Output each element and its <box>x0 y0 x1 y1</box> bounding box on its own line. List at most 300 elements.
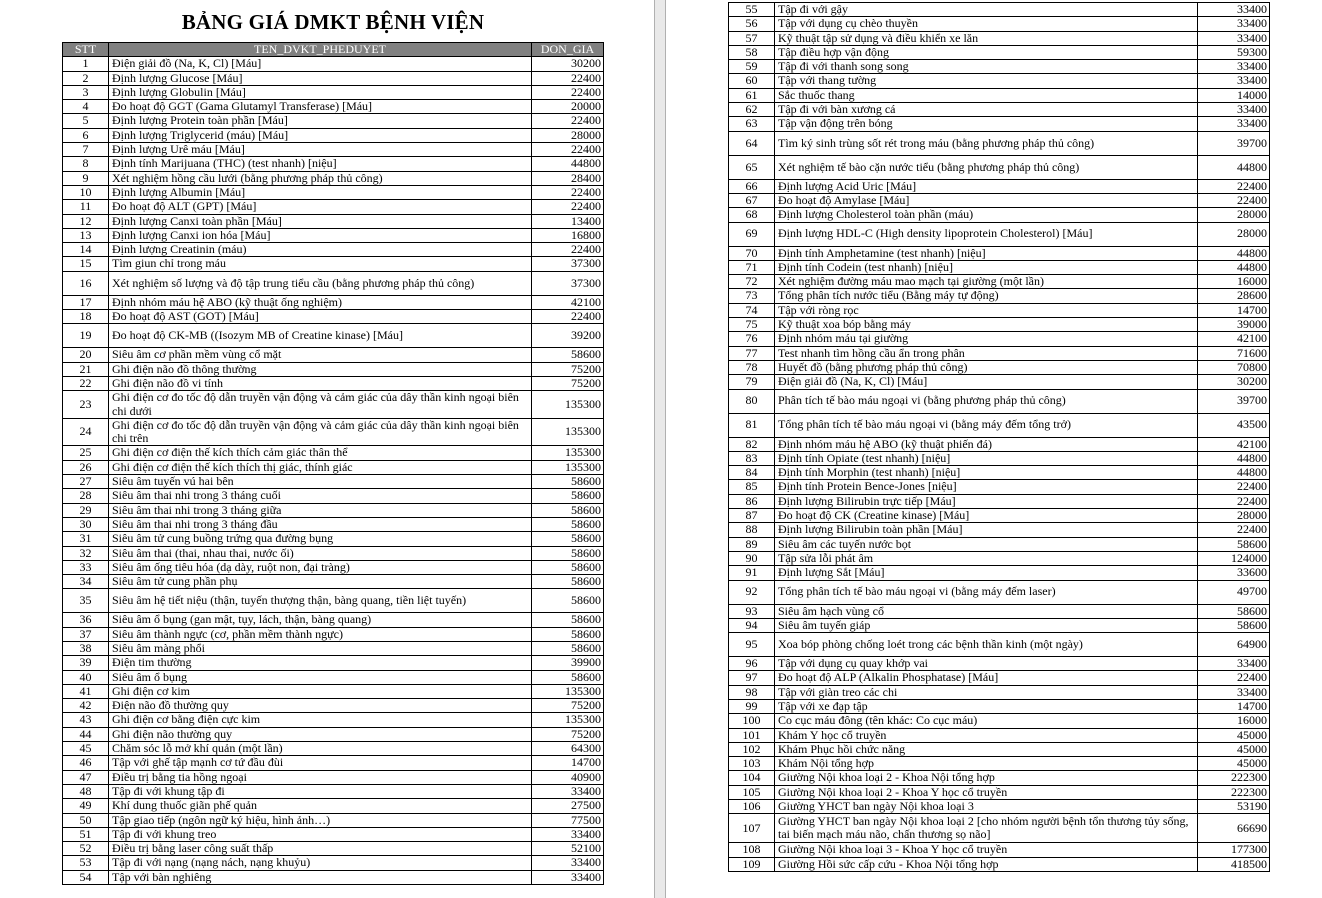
service-name-cell: Tìm ký sinh trùng sốt rét trong máu (bằng phương pháp thủ công) <box>775 131 1198 155</box>
table-row <box>729 857 1270 871</box>
stt-cell: 5 <box>63 114 109 128</box>
stt-cell: 74 <box>729 303 775 317</box>
price-cell: 58600 <box>1198 618 1270 632</box>
service-name-cell: Tập giao tiếp (ngôn ngữ ký hiệu, hình ảnh…) <box>109 813 532 827</box>
service-name-cell: Tập với giàn treo các chi <box>775 685 1198 699</box>
stt-cell: 93 <box>729 604 775 618</box>
service-name-cell: Siêu âm thai (thai, nhau thai, nước ối) <box>109 546 532 560</box>
stt-cell: 62 <box>729 103 775 117</box>
service-name-cell: Tập đi với thanh song song <box>775 60 1198 74</box>
stt-cell: 51 <box>63 827 109 841</box>
table-row <box>729 260 1270 274</box>
stt-cell: 68 <box>729 208 775 222</box>
table-row <box>729 246 1270 260</box>
table-row <box>63 575 604 589</box>
page-divider <box>654 0 666 898</box>
stt-cell: 17 <box>63 295 109 309</box>
service-name-cell: Đo hoạt độ ALP (Alkalin Phosphatase) [Máu] <box>775 671 1198 685</box>
price-cell: 66690 <box>1198 814 1270 843</box>
price-cell: 58600 <box>532 613 604 627</box>
service-name-cell: Co cục máu đông (tên khác: Co cục máu) <box>775 714 1198 728</box>
price-table-left <box>62 42 604 885</box>
price-cell: 33400 <box>1198 17 1270 31</box>
stt-cell: 10 <box>63 185 109 199</box>
header-price: DON_GIA <box>532 43 604 57</box>
price-cell: 16000 <box>1198 275 1270 289</box>
service-name-cell: Ghi điện cơ bằng điện cực kim <box>109 713 532 727</box>
price-cell: 44800 <box>1198 155 1270 179</box>
table-row <box>729 699 1270 713</box>
table-header-row <box>63 43 604 57</box>
price-cell: 39000 <box>1198 318 1270 332</box>
table-row <box>729 60 1270 74</box>
price-cell: 22400 <box>532 243 604 257</box>
table-row <box>63 532 604 546</box>
service-name-cell: Ghi điện cơ điện thế kích thích cảm giác thân thể <box>109 446 532 460</box>
price-cell: 39700 <box>1198 389 1270 413</box>
price-cell: 22400 <box>1198 179 1270 193</box>
table-row <box>729 633 1270 657</box>
stt-cell: 49 <box>63 799 109 813</box>
price-cell: 43500 <box>1198 413 1270 437</box>
service-name-cell: Điện não đồ thường quy <box>109 699 532 713</box>
stt-cell: 11 <box>63 200 109 214</box>
service-name-cell: Khí dung thuốc giãn phế quản <box>109 799 532 813</box>
service-name-cell: Giường Hồi sức cấp cứu - Khoa Nội tổng hợp <box>775 857 1198 871</box>
table-row <box>729 31 1270 45</box>
service-name-cell: Điện tim thường <box>109 656 532 670</box>
stt-cell: 20 <box>63 348 109 362</box>
table-row <box>729 193 1270 207</box>
price-cell: 28000 <box>1198 208 1270 222</box>
table-row <box>729 742 1270 756</box>
stt-cell: 13 <box>63 228 109 242</box>
table-row <box>729 604 1270 618</box>
stt-cell: 36 <box>63 613 109 627</box>
service-name-cell: Tổng phân tích tế bào máu ngoại vi (bằng máy đếm laser) <box>775 580 1198 604</box>
service-name-cell: Giường Nội khoa loại 3 - Khoa Y học cổ truyền <box>775 843 1198 857</box>
price-cell: 20000 <box>532 100 604 114</box>
service-name-cell: Định lượng Triglycerid (máu) [Máu] <box>109 128 532 142</box>
price-cell: 33400 <box>532 870 604 884</box>
price-cell: 37300 <box>532 257 604 271</box>
price-cell: 39200 <box>532 324 604 348</box>
stt-cell: 45 <box>63 742 109 756</box>
table-row <box>729 289 1270 303</box>
stt-cell: 2 <box>63 71 109 85</box>
price-cell: 58600 <box>532 532 604 546</box>
price-cell: 58600 <box>532 670 604 684</box>
table-row <box>63 613 604 627</box>
service-name-cell: Khám Nội tổng hợp <box>775 757 1198 771</box>
service-name-cell: Tập với thang tường <box>775 74 1198 88</box>
service-name-cell: Định lượng Bilirubin trực tiếp [Máu] <box>775 494 1198 508</box>
price-cell: 13400 <box>532 214 604 228</box>
service-name-cell: Định lượng Cholesterol toàn phần (máu) <box>775 208 1198 222</box>
table-row <box>63 228 604 242</box>
service-name-cell: Siêu âm tử cung buồng trứng qua đường bụng <box>109 532 532 546</box>
stt-cell: 102 <box>729 742 775 756</box>
table-row <box>63 214 604 228</box>
table-row <box>63 560 604 574</box>
price-cell: 70800 <box>1198 360 1270 374</box>
service-name-cell: Định tính Protein Bence-Jones [niệu] <box>775 480 1198 494</box>
service-name-cell: Siêu âm các tuyến nước bọt <box>775 537 1198 551</box>
stt-cell: 44 <box>63 727 109 741</box>
price-cell: 33400 <box>1198 31 1270 45</box>
price-cell: 53190 <box>1198 800 1270 814</box>
service-name-cell: Định lượng Acid Uric [Máu] <box>775 179 1198 193</box>
service-name-cell: Tập vận động trên bóng <box>775 117 1198 131</box>
stt-cell: 88 <box>729 523 775 537</box>
stt-cell: 31 <box>63 532 109 546</box>
service-name-cell: Khám Y học cổ truyền <box>775 728 1198 742</box>
price-cell: 75200 <box>532 699 604 713</box>
stt-cell: 69 <box>729 222 775 246</box>
table-row <box>729 103 1270 117</box>
table-row <box>63 627 604 641</box>
price-cell: 28600 <box>1198 289 1270 303</box>
stt-cell: 29 <box>63 503 109 517</box>
table-row <box>729 509 1270 523</box>
stt-cell: 54 <box>63 870 109 884</box>
price-cell: 71600 <box>1198 346 1270 360</box>
service-name-cell: Định lượng Creatinin (máu) <box>109 243 532 257</box>
table-row <box>729 318 1270 332</box>
price-cell: 22400 <box>532 185 604 199</box>
service-name-cell: Định lượng Glucose [Máu] <box>109 71 532 85</box>
price-cell: 75200 <box>532 727 604 741</box>
price-cell: 33600 <box>1198 566 1270 580</box>
service-name-cell: Đo hoạt độ AST (GOT) [Máu] <box>109 310 532 324</box>
stt-cell: 59 <box>729 60 775 74</box>
price-cell: 40900 <box>532 770 604 784</box>
price-cell: 58600 <box>532 589 604 613</box>
stt-cell: 90 <box>729 551 775 565</box>
stt-cell: 47 <box>63 770 109 784</box>
table-row <box>729 771 1270 785</box>
stt-cell: 89 <box>729 537 775 551</box>
table-row <box>63 684 604 698</box>
price-cell: 22400 <box>532 85 604 99</box>
stt-cell: 105 <box>729 785 775 799</box>
price-cell: 58600 <box>1198 604 1270 618</box>
stt-cell: 91 <box>729 566 775 580</box>
price-cell: 22400 <box>1198 494 1270 508</box>
service-name-cell: Ghi điện não đồ vi tính <box>109 376 532 390</box>
stt-cell: 41 <box>63 684 109 698</box>
price-cell: 22400 <box>1198 193 1270 207</box>
stt-cell: 56 <box>729 17 775 31</box>
price-cell: 22400 <box>532 71 604 85</box>
table-row <box>63 856 604 870</box>
service-name-cell: Ghi điện não thường quy <box>109 727 532 741</box>
service-name-cell: Siêu âm ống tiêu hóa (dạ dày, ruột non, đại tràng) <box>109 560 532 574</box>
stt-cell: 14 <box>63 243 109 257</box>
price-cell: 58600 <box>1198 537 1270 551</box>
stt-cell: 25 <box>63 446 109 460</box>
service-name-cell: Tập sửa lỗi phát âm <box>775 551 1198 565</box>
table-row <box>729 757 1270 771</box>
service-name-cell: Sắc thuốc thang <box>775 88 1198 102</box>
service-name-cell: Xét nghiệm đường máu mao mạch tại giường (một lần) <box>775 275 1198 289</box>
table-row <box>63 446 604 460</box>
service-name-cell: Điện giải đồ (Na, K, Cl) [Máu] <box>775 375 1198 389</box>
table-row <box>729 437 1270 451</box>
price-cell: 177300 <box>1198 843 1270 857</box>
service-name-cell: Điều trị bằng laser công suất thấp <box>109 842 532 856</box>
stt-cell: 9 <box>63 171 109 185</box>
stt-cell: 84 <box>729 466 775 480</box>
table-body-left <box>63 57 604 885</box>
table-row <box>63 418 604 446</box>
service-name-cell: Siêu âm tuyến giáp <box>775 618 1198 632</box>
table-row <box>729 537 1270 551</box>
service-name-cell: Định tính Marijuana (THC) (test nhanh) [niệu] <box>109 157 532 171</box>
price-cell: 14700 <box>1198 303 1270 317</box>
price-cell: 33400 <box>532 856 604 870</box>
stt-cell: 22 <box>63 376 109 390</box>
price-cell: 44800 <box>1198 466 1270 480</box>
stt-cell: 61 <box>729 88 775 102</box>
service-name-cell: Xét nghiệm tế bào cặn nước tiểu (bằng phương pháp thủ công) <box>775 155 1198 179</box>
stt-cell: 64 <box>729 131 775 155</box>
price-cell: 42100 <box>1198 437 1270 451</box>
stt-cell: 7 <box>63 143 109 157</box>
stt-cell: 50 <box>63 813 109 827</box>
table-row <box>729 179 1270 193</box>
service-name-cell: Khám Phục hồi chức năng <box>775 742 1198 756</box>
table-row <box>63 756 604 770</box>
stt-cell: 46 <box>63 756 109 770</box>
service-name-cell: Tập với ròng rọc <box>775 303 1198 317</box>
table-row <box>63 713 604 727</box>
service-name-cell: Tập đi với khung tập đi <box>109 784 532 798</box>
service-name-cell: Điều trị bằng tia hồng ngoại <box>109 770 532 784</box>
table-row <box>63 699 604 713</box>
service-name-cell: Giường YHCT ban ngày Nội khoa loại 2 [cho nhóm người bệnh tổn thương tủy sống, tai biến mạch máu não, chấn thương sọ não] <box>775 814 1198 843</box>
stt-cell: 71 <box>729 260 775 274</box>
table-row <box>63 546 604 560</box>
table-row <box>63 870 604 884</box>
price-cell: 58600 <box>532 641 604 655</box>
stt-cell: 15 <box>63 257 109 271</box>
price-cell: 44800 <box>532 157 604 171</box>
service-name-cell: Tập đi với bàn xương cá <box>775 103 1198 117</box>
price-cell: 16800 <box>532 228 604 242</box>
service-name-cell: Kỹ thuật tập sử dụng và điều khiển xe lăn <box>775 31 1198 45</box>
price-cell: 37300 <box>532 271 604 295</box>
price-cell: 75200 <box>532 362 604 376</box>
stt-cell: 38 <box>63 641 109 655</box>
table-row <box>729 3 1270 17</box>
service-name-cell: Định lượng Protein toàn phần [Máu] <box>109 114 532 128</box>
price-cell: 64300 <box>532 742 604 756</box>
service-name-cell: Đo hoạt độ Amylase [Máu] <box>775 193 1198 207</box>
price-cell: 28000 <box>1198 222 1270 246</box>
service-name-cell: Siêu âm thai nhi trong 3 tháng giữa <box>109 503 532 517</box>
stt-cell: 57 <box>729 31 775 45</box>
stt-cell: 24 <box>63 418 109 446</box>
price-cell: 58600 <box>532 560 604 574</box>
table-row <box>63 641 604 655</box>
stt-cell: 35 <box>63 589 109 613</box>
service-name-cell: Tìm giun chỉ trong máu <box>109 257 532 271</box>
service-name-cell: Định tính Morphin (test nhanh) [niệu] <box>775 466 1198 480</box>
table-row <box>729 155 1270 179</box>
table-row <box>63 243 604 257</box>
price-cell: 124000 <box>1198 551 1270 565</box>
price-cell: 45000 <box>1198 728 1270 742</box>
price-cell: 33400 <box>532 827 604 841</box>
service-name-cell: Tập đi với gậy <box>775 3 1198 17</box>
service-name-cell: Định lượng Sắt [Máu] <box>775 566 1198 580</box>
service-name-cell: Tập với bàn nghiêng <box>109 870 532 884</box>
table-row <box>63 295 604 309</box>
table-row <box>729 208 1270 222</box>
table-row <box>729 303 1270 317</box>
service-name-cell: Xoa bóp phòng chống loét trong các bệnh thần kinh (một ngày) <box>775 633 1198 657</box>
stt-cell: 87 <box>729 509 775 523</box>
service-name-cell: Kỹ thuật xoa bóp bằng máy <box>775 318 1198 332</box>
service-name-cell: Siêu âm cơ phần mềm vùng cổ mặt <box>109 348 532 362</box>
price-cell: 44800 <box>1198 260 1270 274</box>
table-row <box>729 17 1270 31</box>
table-row <box>63 475 604 489</box>
price-cell: 33400 <box>1198 60 1270 74</box>
service-name-cell: Định lượng Albumin [Máu] <box>109 185 532 199</box>
table-row <box>63 517 604 531</box>
table-row <box>729 843 1270 857</box>
service-name-cell: Siêu âm thai nhi trong 3 tháng đầu <box>109 517 532 531</box>
stt-cell: 75 <box>729 318 775 332</box>
table-row <box>729 389 1270 413</box>
table-row <box>729 222 1270 246</box>
service-name-cell: Định lượng HDL-C (High density lipoprotein Cholesterol) [Máu] <box>775 222 1198 246</box>
stt-cell: 96 <box>729 657 775 671</box>
table-row <box>63 143 604 157</box>
stt-cell: 4 <box>63 100 109 114</box>
price-cell: 77500 <box>532 813 604 827</box>
price-cell: 52100 <box>532 842 604 856</box>
service-name-cell: Định lượng Canxi toàn phần [Máu] <box>109 214 532 228</box>
stt-cell: 76 <box>729 332 775 346</box>
price-cell: 58600 <box>532 503 604 517</box>
price-cell: 22400 <box>532 200 604 214</box>
stt-cell: 95 <box>729 633 775 657</box>
table-row <box>63 171 604 185</box>
service-name-cell: Định nhóm máu hệ ABO (kỹ thuật phiến đá) <box>775 437 1198 451</box>
service-name-cell: Điện giải đồ (Na, K, Cl) [Máu] <box>109 57 532 71</box>
service-name-cell: Đo hoạt độ CK (Creatine kinase) [Máu] <box>775 509 1198 523</box>
service-name-cell: Xét nghiệm hồng cầu lưới (bằng phương pháp thủ công) <box>109 171 532 185</box>
price-cell: 75200 <box>532 376 604 390</box>
stt-cell: 73 <box>729 289 775 303</box>
stt-cell: 72 <box>729 275 775 289</box>
stt-cell: 78 <box>729 360 775 374</box>
stt-cell: 86 <box>729 494 775 508</box>
service-name-cell: Ghi điện cơ đo tốc độ dẫn truyền vận động và cảm giác của dây thần kinh ngoại biên chi dưới <box>109 391 532 419</box>
table-row <box>63 348 604 362</box>
service-name-cell: Tập điều hợp vận động <box>775 45 1198 59</box>
price-cell: 33400 <box>1198 117 1270 131</box>
table-row <box>729 728 1270 742</box>
stt-cell: 58 <box>729 45 775 59</box>
table-row <box>63 656 604 670</box>
service-name-cell: Tập với ghế tập mạnh cơ tứ đầu đùi <box>109 756 532 770</box>
table-row <box>729 523 1270 537</box>
table-row <box>63 842 604 856</box>
service-name-cell: Định tính Opiate (test nhanh) [niệu] <box>775 451 1198 465</box>
stt-cell: 19 <box>63 324 109 348</box>
service-name-cell: Giường YHCT ban ngày Nội khoa loại 3 <box>775 800 1198 814</box>
price-cell: 418500 <box>1198 857 1270 871</box>
stt-cell: 100 <box>729 714 775 728</box>
price-cell: 58600 <box>532 475 604 489</box>
table-row <box>729 131 1270 155</box>
stt-cell: 52 <box>63 842 109 856</box>
table-row <box>63 376 604 390</box>
stt-cell: 26 <box>63 460 109 474</box>
service-name-cell: Test nhanh tìm hồng cầu ẩn trong phân <box>775 346 1198 360</box>
price-cell: 33400 <box>1198 74 1270 88</box>
table-row <box>63 742 604 756</box>
table-row <box>729 332 1270 346</box>
service-name-cell: Siêu âm thành ngực (cơ, phần mềm thành ngực) <box>109 627 532 641</box>
stt-cell: 34 <box>63 575 109 589</box>
table-row <box>729 466 1270 480</box>
service-name-cell: Ghi điện cơ điện thế kích thích thị giác, thính giác <box>109 460 532 474</box>
stt-cell: 103 <box>729 757 775 771</box>
price-table-right <box>728 2 1270 872</box>
table-row <box>63 71 604 85</box>
table-row <box>729 494 1270 508</box>
price-cell: 44800 <box>1198 246 1270 260</box>
stt-cell: 43 <box>63 713 109 727</box>
service-name-cell: Giường Nội khoa loại 2 - Khoa Y học cổ truyền <box>775 785 1198 799</box>
price-cell: 58600 <box>532 348 604 362</box>
header-stt: STT <box>63 43 109 57</box>
price-cell: 59300 <box>1198 45 1270 59</box>
stt-cell: 37 <box>63 627 109 641</box>
service-name-cell: Tổng phân tích nước tiểu (Bằng máy tự động) <box>775 289 1198 303</box>
table-row <box>729 714 1270 728</box>
service-name-cell: Định lượng Canxi ion hóa [Máu] <box>109 228 532 242</box>
stt-cell: 39 <box>63 656 109 670</box>
service-name-cell: Xét nghiệm số lượng và độ tập trung tiểu cầu (bằng phương pháp thủ công) <box>109 271 532 295</box>
price-cell: 28000 <box>532 128 604 142</box>
price-cell: 135300 <box>532 713 604 727</box>
table-row <box>729 566 1270 580</box>
price-cell: 135300 <box>532 684 604 698</box>
service-name-cell: Tập đi với khung treo <box>109 827 532 841</box>
table-row <box>729 360 1270 374</box>
price-cell: 222300 <box>1198 785 1270 799</box>
price-cell: 16000 <box>1198 714 1270 728</box>
price-cell: 39900 <box>532 656 604 670</box>
stt-cell: 109 <box>729 857 775 871</box>
table-row <box>63 727 604 741</box>
service-name-cell: Tập với dụng cụ quay khớp vai <box>775 657 1198 671</box>
table-row <box>63 157 604 171</box>
table-row <box>63 503 604 517</box>
stt-cell: 67 <box>729 193 775 207</box>
price-cell: 64900 <box>1198 633 1270 657</box>
stt-cell: 18 <box>63 310 109 324</box>
table-row <box>63 670 604 684</box>
service-name-cell: Tập đi với nạng (nạng nách, nạng khuỷu) <box>109 856 532 870</box>
stt-cell: 81 <box>729 413 775 437</box>
